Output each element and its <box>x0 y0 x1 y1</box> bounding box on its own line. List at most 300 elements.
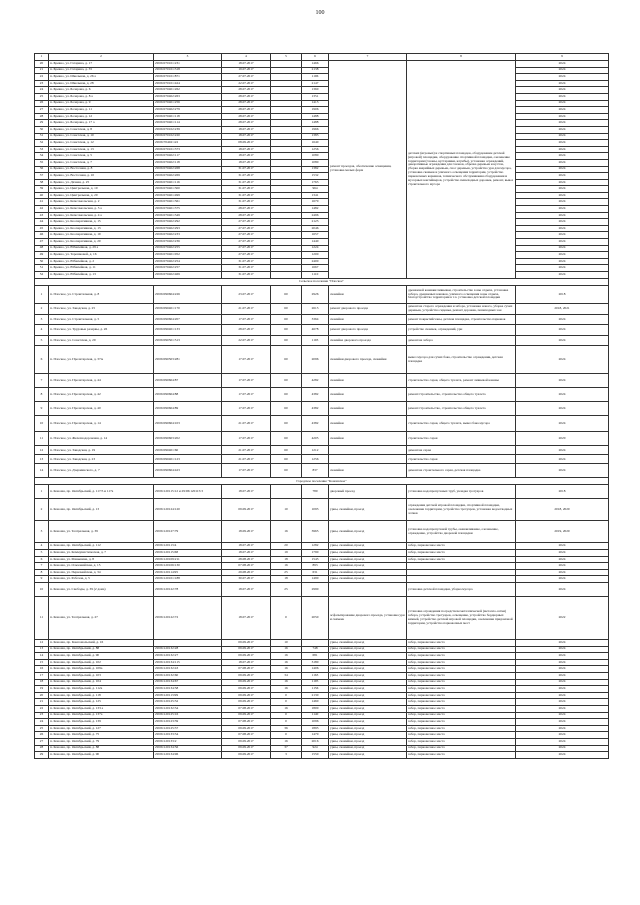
year-cell: 2024 <box>516 543 609 550</box>
row-number: 10 <box>35 416 49 432</box>
area-cell: 837 <box>302 464 329 478</box>
table-row <box>35 673 609 680</box>
area-cell: 1140 <box>302 712 329 719</box>
area-cell: 2046 <box>302 225 329 232</box>
table-row <box>35 569 609 576</box>
address-cell: п. Коноша, ул. Театральная, д. 39 <box>49 521 154 543</box>
cadastral-number-cell: 29:06:120123:39 <box>154 719 222 726</box>
address-cell: п. Коноша, пр. Октябрьский, д. 13 <box>49 499 154 521</box>
additional-works-cell: забор, парковочное место <box>407 686 516 693</box>
additional-works-cell: демонтаж сарая <box>407 446 516 455</box>
year-cell: 2024 <box>516 126 609 133</box>
additional-works-cell <box>407 576 516 583</box>
year-cell: 2024 <box>516 569 609 576</box>
area-cell: 1490 <box>302 576 329 583</box>
table-row <box>35 179 609 186</box>
table-row <box>35 446 609 455</box>
date-cell: 18.07.2017 <box>222 550 271 557</box>
minimum-works-cell: урны, скамейки, проезд <box>329 563 407 570</box>
table-row <box>35 705 609 712</box>
cadastral-number-cell: 29:06:120109:211 <box>154 556 222 563</box>
date-cell: 18.09.2017 <box>222 521 271 543</box>
area-cell: 2147 <box>302 80 329 87</box>
objects-cell: 37 <box>271 745 302 752</box>
table-row <box>35 738 609 745</box>
objects-cell: 10 <box>271 640 302 647</box>
area-cell: 1470 <box>302 732 329 739</box>
date-cell: 07.08.2017 <box>222 666 271 673</box>
objects-cell <box>271 74 302 81</box>
table-row <box>35 232 609 239</box>
additional-works-cell: строительство сарая, общего туалета, ремонт ливневой канавы <box>407 374 516 388</box>
table-row <box>35 576 609 583</box>
address-cell: п. Плоское, ул. Пролетарская, д. 40 <box>49 402 154 416</box>
date-cell: 09.09.2017 <box>222 692 271 699</box>
row-number: 3 <box>35 521 49 543</box>
cadastral-number-cell: 29:06:120122:72 <box>154 597 222 640</box>
address-cell: п. Плоское, ул. Трудовые резервы, д. 26 <box>49 325 154 336</box>
row-number: 45 <box>35 225 49 232</box>
date-cell: 21.07.2017 <box>222 446 271 455</box>
address-cell: п. Коноша, ул. Маньшина, д. 8 <box>49 556 154 563</box>
address-cell: п. Бревно, ул. Советская, д. 7 <box>49 159 154 166</box>
address-cell: п. Коноша, пр. Комсомольский, д. 16 <box>49 640 154 647</box>
minimum-works-cell: урны, скамейки, проезд <box>329 646 407 653</box>
cadastral-number-cell: 29:06:120101:188 <box>154 576 222 583</box>
cadastral-number-cell: 29:06:070101:231 <box>154 61 222 68</box>
address-cell: п. Бревно, ул. Комсомольская, д. 4 а <box>49 212 154 219</box>
area-cell: 4382 <box>302 402 329 416</box>
additional-works-cell: забор, парковочное место <box>407 692 516 699</box>
year-cell: 2024 <box>516 265 609 272</box>
row-number: 21 <box>35 699 49 706</box>
area-cell: 3180 <box>302 659 329 666</box>
year-cell: 2024 <box>516 692 609 699</box>
cadastral-number-cell: 29:06:070402:292 <box>154 219 222 226</box>
additional-works-cell: вывоз мусора для сухих бака, строительство ограждения, детская площадка <box>407 346 516 374</box>
address-cell: п. Плоское, ул. Заводская, д. 25 <box>49 304 154 315</box>
date-cell: 31.07.2017 <box>222 272 271 279</box>
row-number: 35 <box>35 159 49 166</box>
objects-cell: 16 <box>271 705 302 712</box>
objects-cell: 60 <box>271 402 302 416</box>
year-cell: 2024 <box>516 653 609 660</box>
cadastral-number-cell: 29:06:090401:123 <box>154 455 222 464</box>
date-cell: 31.07.2017 <box>222 258 271 265</box>
cadastral-number-cell: 29:06:120106:130 <box>154 563 222 570</box>
area-cell: 3364 <box>302 314 329 325</box>
row-number: 4 <box>35 543 49 550</box>
objects-cell: 16 <box>271 646 302 653</box>
date-cell: 18.07.2017 <box>222 153 271 160</box>
row-number: 23 <box>35 80 49 87</box>
row-number: 13 <box>35 455 49 464</box>
minimum-works-cell: ремонт дворового проезда <box>329 304 407 315</box>
objects-cell <box>271 153 302 160</box>
date-cell: 17.07.2017 <box>222 402 271 416</box>
area-cell: 1406 <box>302 666 329 673</box>
address-cell: п. Бревно, ул. Советская, д. 8 <box>49 126 154 133</box>
year-cell: 2024 <box>516 153 609 160</box>
additional-works-cell: установка водопропускной трубы, оканавливание, озеленение, ограждение, устройство дворовой площадки <box>407 521 516 543</box>
objects-cell: 60 <box>271 335 302 346</box>
row-number: 51 <box>35 265 49 272</box>
address-cell: п. Коноша, пр. Октябрьский, д. 79 <box>49 738 154 745</box>
additional-works-cell: строительство сарая, общего туалета, вывоз бака мусора <box>407 416 516 432</box>
additional-works-cell: ремонт/строительство, строительство общего туалета <box>407 402 516 416</box>
objects-cell <box>271 225 302 232</box>
table-row <box>35 666 609 673</box>
year-cell: 2024 <box>516 346 609 374</box>
year-cell: 2024 <box>516 738 609 745</box>
cadastral-number-cell: 29:06:070402:293 <box>154 225 222 232</box>
year-cell: 2024 <box>516 192 609 199</box>
area-cell: 1906 <box>302 107 329 114</box>
column-number-8: 8 <box>407 54 516 61</box>
table-row <box>35 346 609 374</box>
table-row <box>35 258 609 265</box>
row-number: 33 <box>35 146 49 153</box>
row-number: 24 <box>35 719 49 726</box>
objects-cell <box>271 186 302 193</box>
year-cell: 2024 <box>516 232 609 239</box>
cadastral-number-cell: 29:06:070101:424 <box>154 80 222 87</box>
row-number: 18 <box>35 679 49 686</box>
address-cell: п. Бревно, ул. Бочарова, д. 8 а <box>49 93 154 100</box>
address-cell: п. Бревно, ул. Юбилейная, д. 13 <box>49 272 154 279</box>
year-cell: 2024 <box>516 446 609 455</box>
row-number: 52 <box>35 272 49 279</box>
area-cell: 1212 <box>302 446 329 455</box>
cadastral-number-cell: 29:06:120124:120 <box>154 499 222 521</box>
cadastral-number-cell: 29:06:120132:34 <box>154 705 222 712</box>
date-cell: 21.07.2017 <box>222 455 271 464</box>
year-cell: 2024 <box>516 225 609 232</box>
row-number: 14 <box>35 464 49 478</box>
date-cell: 27.07.2017 <box>222 225 271 232</box>
row-number: 1 <box>35 485 49 499</box>
row-number: 46 <box>35 232 49 239</box>
cadastral-number-cell: 29:06:090603:202 <box>154 432 222 446</box>
minimum-works-cell: скамейки <box>329 464 407 478</box>
column-number-4: 4 <box>222 54 271 61</box>
cadastral-number-cell: 29:06:090604:423 <box>154 464 222 478</box>
table-row <box>35 219 609 226</box>
row-number: 6 <box>35 556 49 563</box>
table-row <box>35 304 609 315</box>
address-cell: п. Плоское, ул. Заводская, д. 23 <box>49 455 154 464</box>
additional-works-cell: устройство скамеек, ограждений, урн <box>407 325 516 336</box>
row-number: 30 <box>35 126 49 133</box>
cadastral-number-cell: 29:06:070401:114 <box>154 120 222 127</box>
date-cell: 17.07.2017 <box>222 464 271 478</box>
minimum-works-cell: скамейки <box>329 432 407 446</box>
area-cell: 1156 <box>302 686 329 693</box>
year-cell: 2024 <box>516 80 609 87</box>
area-cell: 2123 <box>302 219 329 226</box>
cadastral-number-cell: 29:06:070401:349 <box>154 212 222 219</box>
address-cell: п. Коноша, пр. Октябрьский, д. 127 <box>49 725 154 732</box>
table-row <box>35 374 609 388</box>
table-row <box>35 752 609 759</box>
row-number: 9 <box>35 402 49 416</box>
area-cell: 780 <box>302 485 329 499</box>
cadastral-number-cell: 29:06:070402:236 <box>154 239 222 246</box>
area-cell: 2096 <box>302 346 329 374</box>
cadastral-number-cell: 29:06:090401:170 <box>154 304 222 315</box>
minimum-works-cell: дворовый проезд <box>329 485 407 499</box>
table-row <box>35 659 609 666</box>
table-row <box>35 113 609 120</box>
objects-cell: 60 <box>271 304 302 315</box>
table-row <box>35 166 609 173</box>
address-cell: п. Бревно, ул. Комсомольская, д. 2 <box>49 199 154 206</box>
date-cell: 31.07.2017 <box>222 265 271 272</box>
additional-works-cell: строительство сарая <box>407 432 516 446</box>
area-cell: 964 <box>302 186 329 193</box>
date-cell: 23.07.2017 <box>222 285 271 304</box>
minimum-works-cell: урны, скамейки, проезд <box>329 732 407 739</box>
year-cell: 2024 <box>516 673 609 680</box>
year-cell: 2024 <box>516 252 609 259</box>
date-cell: 09.09.2017 <box>222 738 271 745</box>
date-cell: 09.09.2017 <box>222 653 271 660</box>
minimum-works-cell: урны, скамейки, проезд <box>329 692 407 699</box>
table-row <box>35 199 609 206</box>
area-cell: 748 <box>302 646 329 653</box>
table-row <box>35 416 609 432</box>
cadastral-number-cell: 29:06:120125:37 <box>154 725 222 732</box>
minimum-works-cell: скамейки <box>329 388 407 402</box>
minimum-works-cell: скамейки <box>329 402 407 416</box>
address-cell: п. Бревно, ул. Советская, д. 5 <box>49 153 154 160</box>
additional-works-cell: демонтаж строительного сарая, детская площадка <box>407 464 516 478</box>
date-cell: 28.07.2017 <box>222 100 271 107</box>
date-cell: 28.07.2017 <box>222 93 271 100</box>
address-cell: п. Коноша, пр. Октябрьский, д. 117/5 и 117а <box>49 485 154 499</box>
area-cell: 1790 <box>302 550 329 557</box>
table-row <box>35 646 609 653</box>
additional-works-cell: забор, парковочное место <box>407 640 516 647</box>
row-number: 36 <box>35 166 49 173</box>
objects-cell <box>271 93 302 100</box>
table-row <box>35 74 609 81</box>
area-cell: 1163 <box>302 673 329 680</box>
objects-cell: 0 <box>271 699 302 706</box>
date-cell: 09.09.2017 <box>222 646 271 653</box>
row-number: 24 <box>35 87 49 94</box>
row-number: 50 <box>35 258 49 265</box>
area-cell: 4382 <box>302 416 329 432</box>
area-cell: 2496 <box>302 212 329 219</box>
area-cell: 1543 <box>302 556 329 563</box>
row-number: 47 <box>35 239 49 246</box>
additional-works-cell: ограждения детской игровой площадки, спортивной площадки, озеленение территории, устройство тротуаров, установка водоотводных лотков <box>407 499 516 521</box>
objects-cell: 16 <box>271 686 302 693</box>
address-cell: п. Коноша, пр. Октябрьский, д. 118 <box>49 692 154 699</box>
table-row <box>35 146 609 153</box>
table-row <box>35 640 609 647</box>
row-number: 40 <box>35 192 49 199</box>
table-row <box>35 133 609 140</box>
row-number: 42 <box>35 206 49 213</box>
objects-cell: 0 <box>271 692 302 699</box>
year-cell: 2024 <box>516 388 609 402</box>
address-cell: п. Бревно, ул. Юбилейная, д. 2 <box>49 258 154 265</box>
date-cell: 18.07.2017 <box>222 159 271 166</box>
table-row <box>35 61 609 68</box>
row-number: 32 <box>35 140 49 147</box>
table-row <box>35 402 609 416</box>
objects-cell <box>271 166 302 173</box>
date-cell: 27.07.2017 <box>222 219 271 226</box>
year-cell: 2024 <box>516 659 609 666</box>
cadastral-number-cell <box>154 640 222 647</box>
date-cell: 17.07.2017 <box>222 346 271 374</box>
cadastral-number-cell: 29:06:120132:43 <box>154 666 222 673</box>
cadastral-number-cell: 29:06:090604:89 <box>154 402 222 416</box>
objects-cell: 60 <box>271 446 302 455</box>
table-row <box>35 245 609 252</box>
year-cell: 2024 <box>516 679 609 686</box>
year-cell: 2024 <box>516 705 609 712</box>
cadastral-number-cell: 29:06:120133:34 <box>154 732 222 739</box>
date-cell: 09.09.2017 <box>222 499 271 521</box>
area-cell: 1196 <box>302 74 329 81</box>
minimum-works-cell: скамейки <box>329 374 407 388</box>
date-cell: 31.07.2017 <box>222 186 271 193</box>
additional-works-cell: забор, парковочное место <box>407 646 516 653</box>
address-cell: п. Бревно, ул. Бочарова, д. 11 <box>49 107 154 114</box>
area-cell: 1440 <box>302 239 329 246</box>
cadastral-number-cell: 29:06:070402:254 <box>154 258 222 265</box>
year-cell: 2024 <box>516 212 609 219</box>
address-cell: п. Бревно, ул. Центральная, д. 10 <box>49 186 154 193</box>
cadastral-number-cell: 29:06:090501:513 <box>154 335 222 346</box>
objects-cell <box>271 107 302 114</box>
objects-cell: 10 <box>271 499 302 521</box>
cadastral-number-cell: 29:06:070402:279 <box>154 107 222 114</box>
additional-works-cell: забор, парковочное место <box>407 550 516 557</box>
section-heading-konosha-row <box>35 478 609 485</box>
address-cell: п. Коноша, ул. Рабочая, д. 5 <box>49 576 154 583</box>
date-cell: 09.09.2017 <box>222 712 271 719</box>
area-cell: 2050 <box>302 597 329 640</box>
date-cell: 18.07.2017 <box>222 583 271 597</box>
table-row <box>35 272 609 279</box>
objects-cell: 60 <box>271 346 302 374</box>
year-cell: 2024 <box>516 416 609 432</box>
address-cell: п. Плоское, ул. Пролетарская, д. 42 <box>49 388 154 402</box>
address-cell: п. Бревно, ул. Комсомольская, д. 3 а <box>49 206 154 213</box>
area-cell: 1256 <box>302 455 329 464</box>
table-row <box>35 285 609 304</box>
row-number: 44 <box>35 219 49 226</box>
area-cell: 1466 <box>302 61 329 68</box>
additional-works-cell: установка детской площадки, уборка мусора <box>407 583 516 597</box>
address-cell: п. Плоское, ул. Пролетарская, д. 37А <box>49 346 154 374</box>
table-row <box>35 725 609 732</box>
year-cell: 2024 <box>516 272 609 279</box>
year-cell: 2024 <box>516 314 609 325</box>
area-cell: 1351 <box>302 93 329 100</box>
objects-cell <box>271 258 302 265</box>
row-number: 6 <box>35 346 49 374</box>
year-cell: 2018, 2020 <box>516 499 609 521</box>
additional-works-cell: забор, парковочное место <box>407 699 516 706</box>
date-cell: 09.09.2017 <box>222 699 271 706</box>
address-cell: п. Плоское, ул. Строительная, д. 5 <box>49 314 154 325</box>
date-cell: 17.07.2017 <box>222 314 271 325</box>
minimum-works-cell: урны, скамейки, проезд <box>329 569 407 576</box>
year-cell: 2024 <box>516 173 609 180</box>
cadastral-number-cell: 29:06:120127:79 <box>154 521 222 543</box>
row-number: 12 <box>35 640 49 647</box>
area-cell: 2926 <box>302 285 329 304</box>
date-cell: 31.07.2017 <box>222 192 271 199</box>
address-cell: п. Коноша, пр. Октябрьский, д. 109а <box>49 666 154 673</box>
date-cell: 28.07.2017 <box>222 206 271 213</box>
additional-works-cell: ремонт покрытий/зоны, детская площадка, строительство парковок <box>407 314 516 325</box>
address-cell: п. Коноша, пр. Октябрьский, д. 102 <box>49 659 154 666</box>
date-cell: 09.09.2017 <box>222 745 271 752</box>
year-cell: 2024 <box>516 87 609 94</box>
date-cell: 09.09.2017 <box>222 686 271 693</box>
objects-cell: 60 <box>271 314 302 325</box>
table-row <box>35 455 609 464</box>
row-number: 49 <box>35 252 49 259</box>
row-number: 26 <box>35 100 49 107</box>
address-cell: п. Коноша, ул. Коммунистическая, д. 7 <box>49 550 154 557</box>
objects-cell: 0 <box>271 719 302 726</box>
year-cell: 2024 <box>516 93 609 100</box>
address-cell: п. Бревно, ул. Дачная, д. 25 <box>49 179 154 186</box>
additional-works-cell: забор, парковочное место <box>407 543 516 550</box>
objects-cell: 18 <box>271 556 302 563</box>
row-number: 5 <box>35 335 49 346</box>
row-number: 7 <box>35 563 49 570</box>
objects-cell: 16 <box>271 666 302 673</box>
year-cell: 2018 <box>516 285 609 304</box>
objects-cell <box>271 232 302 239</box>
table-row <box>35 335 609 346</box>
date-cell: 28.07.2017 <box>222 120 271 127</box>
area-cell: 3965 <box>302 521 329 543</box>
year-cell: 2024 <box>516 563 609 570</box>
row-number: 31 <box>35 133 49 140</box>
date-cell: 18.07.2017 <box>222 543 271 550</box>
additional-works-cell: забор, парковочное место <box>407 752 516 759</box>
table-row <box>35 265 609 272</box>
additional-works-cell: ремонт/строительство, строительство общего туалета <box>407 388 516 402</box>
year-cell: 2024 <box>516 725 609 732</box>
objects-cell <box>271 120 302 127</box>
objects-cell <box>271 212 302 219</box>
table-row <box>35 719 609 726</box>
area-cell: 2130 <box>302 692 329 699</box>
area-cell <box>302 640 329 647</box>
year-cell: 2024 <box>516 335 609 346</box>
address-cell: п. Плоское, ул. Заводская, д. 19 <box>49 446 154 455</box>
row-number: 43 <box>35 212 49 219</box>
address-cell: п. Коноша, пр. Октябрьский, д. 90 <box>49 653 154 660</box>
cadastral-number-cell: 29:06:070401:375 <box>154 206 222 213</box>
minimum-works-cell: урны, скамейки, проезд <box>329 556 407 563</box>
address-cell: п. Бревно, ул. Юбилейная, д. 11 <box>49 265 154 272</box>
table-row <box>35 314 609 325</box>
year-cell: 2024 <box>516 120 609 127</box>
minimum-works-cell: урны, скамейки, проезд <box>329 640 407 647</box>
